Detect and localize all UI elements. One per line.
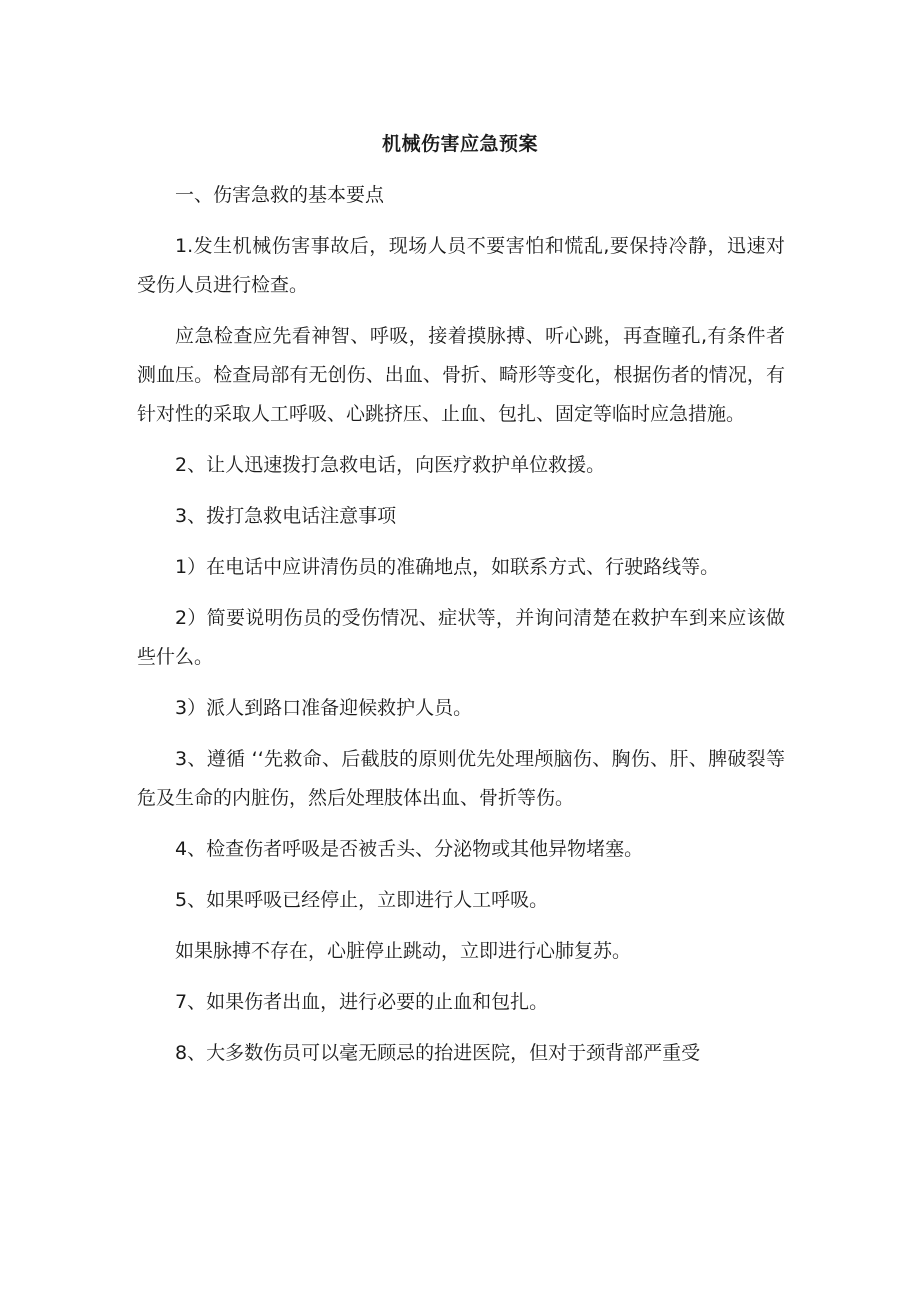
paragraph-3b: 3、遵循 ‘‘先救命、后截肢的原则优先处理颅脑伤、胸伤、肝、脾破裂等危及生命的内脏伤，然后处理肢体出血、骨折等伤。	[137, 748, 785, 809]
paragraph-1: 1.发生机械伤害事故后，现场人员不要害怕和慌乱,要保持冷静，迅速对受伤人员进行检查。	[137, 235, 785, 296]
paragraph-5: 5、如果呼吸已经停止，立即进行人工呼吸。	[175, 889, 549, 911]
document-body	[137, 176, 785, 1085]
paragraph-7: 7、如果伤者出血，进行必要的止血和包扎。	[175, 991, 549, 1013]
paragraph-emergency-check: 应急检查应先看神智、呼吸，接着摸脉搏、听心跳，再查瞳孔,有条件者测血压。检查局部有无创伤、出血、骨折、畸形等变化，根据伤者的情况，有针对性的采取人工呼吸、心跳挤压、止血、包扎、固定等临时应急措施。	[137, 325, 785, 425]
section-heading-1: 一、伤害急救的基本要点	[175, 184, 385, 206]
paragraph-pulse: 如果脉搏不存在，心脏停止跳动，立即进行心肺复苏。	[175, 940, 632, 962]
paragraph-4: 4、检查伤者呼吸是否被舌头、分泌物或其他异物堵塞。	[175, 838, 644, 860]
paragraph-3-3: 3）派人到路口准备迎候救护人员。	[175, 697, 473, 719]
document-title: 机械伤害应急预案	[381, 133, 538, 155]
paragraph-3-2: 2）简要说明伤员的受伤情况、症状等，并询问清楚在救护车到来应该做些什么。	[137, 607, 785, 668]
paragraph-3-1: 1）在电话中应讲清伤员的准确地点，如联系方式、行驶路线等。	[175, 556, 720, 578]
paragraph-8: 8、大多数伤员可以毫无顾忌的抬进医院，但对于颈背部严重受	[175, 1042, 701, 1064]
paragraph-2: 2、让人迅速拨打急救电话，向医疗救护单位救援。	[175, 454, 606, 476]
paragraph-3: 3、拨打急救电话注意事项	[175, 505, 397, 527]
